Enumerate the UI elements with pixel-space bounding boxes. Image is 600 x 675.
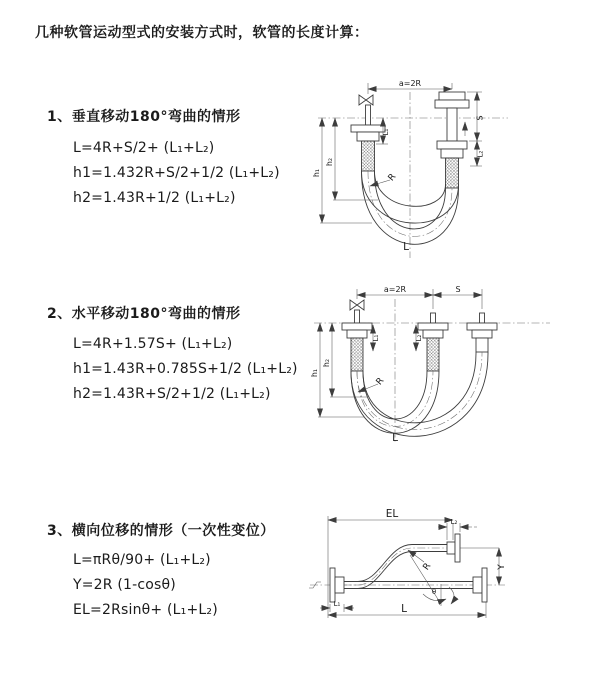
diagram-vertical-180-bend <box>310 78 595 270</box>
fitting-nut <box>439 92 465 100</box>
fitting-nut <box>347 330 367 338</box>
document-title: 几种软管运动型式的安装方式时，软管的长度计算： <box>35 25 369 41</box>
fitting-nut <box>472 330 492 338</box>
flange-fitting <box>351 125 385 132</box>
pipe-stub <box>366 105 371 125</box>
dim-label-l1: L₁ <box>333 600 341 608</box>
formula-line: h1=1.43R+0.785S+1/2 (L₁+L₂) <box>73 361 298 377</box>
flange-fitting <box>342 323 372 330</box>
braided-hose-section <box>427 338 439 371</box>
hose-arc-centerline <box>357 352 482 430</box>
formula-line: L=πRθ/90+ (L₁+L₂) <box>73 552 211 568</box>
dim-label-l2: L₂ <box>450 518 458 526</box>
valve-icon <box>350 300 364 310</box>
hose-s-curve <box>344 552 447 589</box>
flange-fitting <box>467 323 497 330</box>
section-3-heading: 3、横向位移的情形（一次性变位） <box>47 523 275 539</box>
pipe-stub <box>480 313 485 323</box>
braided-hose-section <box>446 158 459 188</box>
flange-plate <box>482 568 487 602</box>
pipe-stub <box>447 108 457 141</box>
braided-hose-section <box>362 141 375 171</box>
dim-label-l1: L₁ <box>372 334 380 342</box>
section-1-formulas <box>73 136 280 211</box>
formula-line: EL=2Rsinθ+ (L₁+L₂) <box>73 602 218 618</box>
formula-line: h1=1.432R+S/2+1/2 (L₁+L₂) <box>73 165 280 181</box>
dim-label-l2: L₂ <box>415 334 423 342</box>
dim-label-y: Y <box>497 564 507 570</box>
section-3-formulas <box>73 548 218 623</box>
diagram-horizontal-180-bend <box>310 283 595 475</box>
section-1-heading: 1、垂直移动180°弯曲的情形 <box>47 109 241 125</box>
section-2-heading: 2、水平移动180°弯曲的情形 <box>47 306 241 322</box>
angle-arc <box>449 587 454 604</box>
fitting-nut <box>441 149 463 158</box>
dim-label-r: R <box>421 561 434 573</box>
formula-line: L=4R+1.57S+ (L₁+L₂) <box>73 336 233 352</box>
dim-label-l: L <box>401 603 407 615</box>
braided-hose-section <box>351 338 363 371</box>
flange-fitting <box>435 100 469 108</box>
formula-line: Y=2R (1-cosθ) <box>73 577 176 593</box>
flange-hub <box>335 577 344 593</box>
flange-plate <box>455 534 460 562</box>
flange-plate <box>330 568 335 602</box>
dim-label-l: L <box>403 241 409 253</box>
formula-line: h2=1.43R+1/2 (L₁+L₂) <box>73 190 236 206</box>
fitting-nut <box>357 132 379 141</box>
dim-label-a2r: a=2R <box>398 79 422 88</box>
dim-label-s: S <box>475 115 485 121</box>
dim-label-r: R <box>374 376 387 388</box>
pipe-stub <box>355 310 360 323</box>
dim-label-a2r: a=2R <box>383 285 407 294</box>
fitting-nut <box>423 330 443 338</box>
formula-line: h2=1.43R+S/2+1/2 (L₁+L₂) <box>73 386 271 402</box>
section-2-formulas <box>73 332 298 407</box>
dim-label-el: EL <box>385 508 399 520</box>
valve-icon <box>359 95 373 105</box>
dim-label-h1: h₁ <box>310 368 319 378</box>
dim-label-s: S <box>455 285 461 294</box>
dim-extension <box>328 516 453 618</box>
pipe-stub <box>431 313 436 323</box>
diagram-lateral-displacement <box>300 500 600 650</box>
hose-stub <box>476 338 488 352</box>
dim-label-h2: h₂ <box>322 358 331 368</box>
radius-leader <box>358 384 378 392</box>
dim-label-r: R <box>386 172 399 184</box>
formula-line: L=4R+S/2+ (L₁+L₂) <box>73 140 215 156</box>
dim-label-l2: L₂ <box>476 150 485 158</box>
dim-label-h2: h₂ <box>325 157 334 167</box>
dim-extension <box>357 289 482 309</box>
flange-hub <box>447 542 455 554</box>
flange-hub <box>473 577 482 593</box>
radius-leader <box>370 180 390 186</box>
dim-label-l: L <box>392 432 398 444</box>
dim-label-h1: h₁ <box>312 168 321 178</box>
flange-fitting <box>418 323 448 330</box>
dim-label-theta: θ <box>431 588 437 596</box>
hose-s-curve <box>344 545 447 582</box>
flange-fitting <box>437 141 467 149</box>
dim-label-l1: L₁ <box>382 128 390 136</box>
